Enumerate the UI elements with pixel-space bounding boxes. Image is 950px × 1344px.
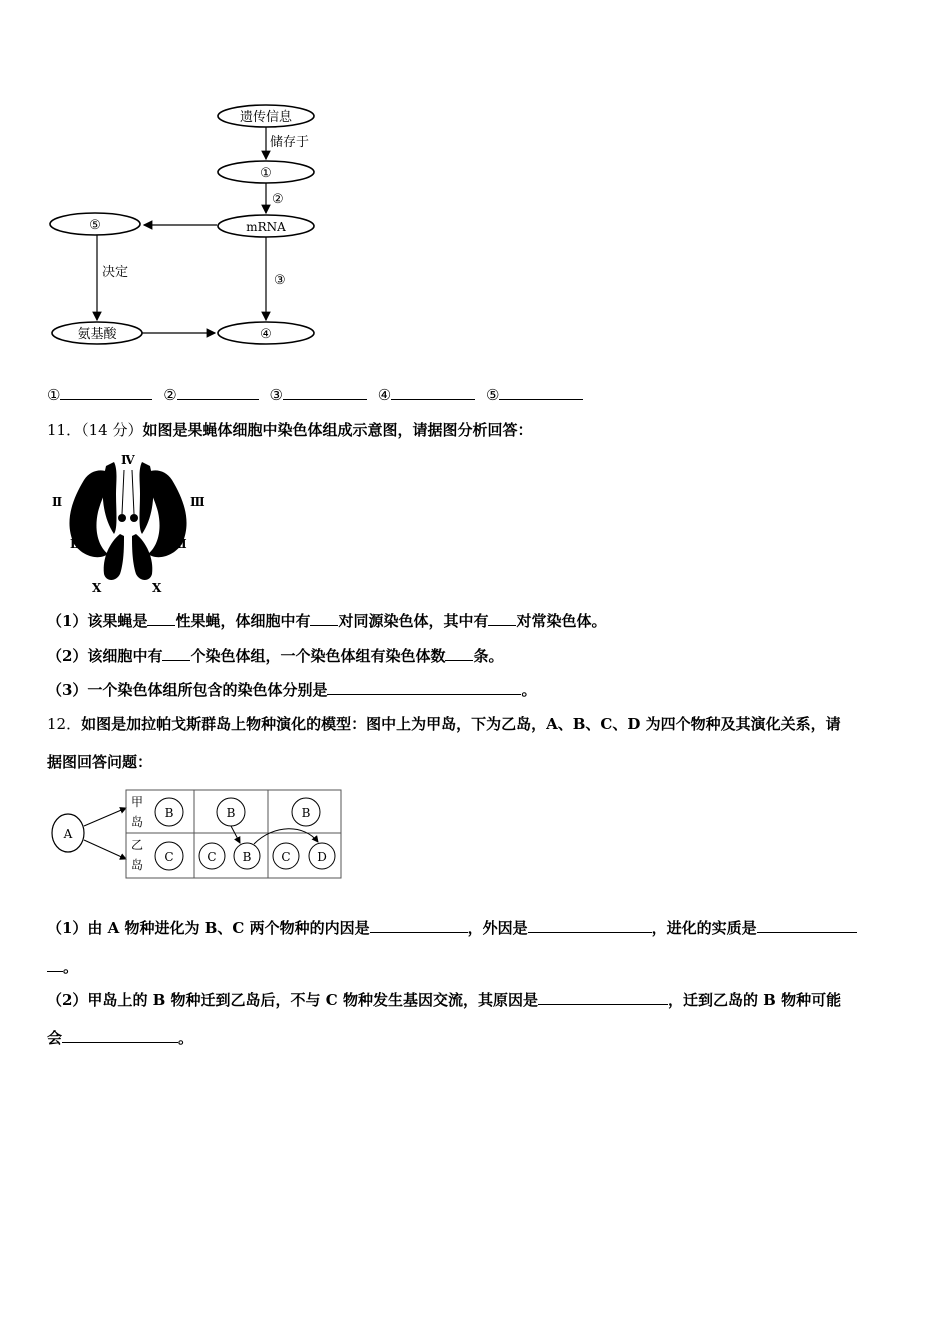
species-a bbox=[52, 814, 84, 852]
q11-score: （14 分） bbox=[81, 421, 143, 439]
q11-sub3-blank-1[interactable] bbox=[327, 680, 521, 695]
q12-stem-text-1: 如图是加拉帕戈斯群岛上物种演化的模型：图中上为甲岛，下为乙岛，A、B、C、D 为四个物种及其演化关系，请 bbox=[81, 715, 841, 733]
chromosome-ii-left-inner bbox=[103, 462, 117, 534]
q12-sub2-text-1: （2）甲岛上的 B 物种迁到乙岛后，不与 C 物种发生基因交流，其原因是 bbox=[47, 991, 538, 1009]
bottom-cell-1-species: C bbox=[164, 850, 174, 864]
label-iii-bottom: Ⅲ bbox=[172, 537, 187, 551]
q11-sub3-text-2: 。 bbox=[521, 681, 537, 699]
q12-sub2 bbox=[47, 990, 841, 1010]
answer-label-2: ② bbox=[163, 386, 177, 404]
edge-decide-label: 决定 bbox=[102, 265, 129, 280]
migration-arrow-b bbox=[231, 826, 240, 843]
node-mrna bbox=[218, 215, 314, 237]
node-genetic-info-label: 遗传信息 bbox=[239, 110, 293, 125]
fruit-fly-chromosome-figure bbox=[44, 450, 214, 598]
node-genetic-info bbox=[218, 105, 314, 127]
galapagos-evolution-figure bbox=[44, 786, 348, 886]
q12-sub2-text-4: 。 bbox=[178, 1029, 194, 1047]
q11-sub1-blank-1[interactable] bbox=[147, 611, 175, 626]
q12-sub1-text-3: ，进化的实质是 bbox=[651, 919, 757, 937]
q12-sub2-blank-1[interactable] bbox=[538, 990, 668, 1005]
q11-number: 11． bbox=[47, 421, 82, 439]
label-x-left: X bbox=[92, 581, 102, 595]
q11-sub2 bbox=[47, 646, 503, 666]
edge-2-label: ② bbox=[272, 192, 284, 207]
island-yi-char-2: 岛 bbox=[131, 858, 144, 872]
q12-sub1-blank-2[interactable] bbox=[528, 918, 652, 933]
answer-blank-2[interactable] bbox=[177, 385, 259, 400]
q11-sub2-blank-2[interactable] bbox=[445, 646, 473, 661]
q11-sub2-text-1: （2）该细胞中有 bbox=[47, 647, 163, 665]
species-a-label: A bbox=[63, 827, 73, 841]
node-1-label: ① bbox=[260, 166, 272, 181]
q11-sub3-text-1: （3）一个染色体组所包含的染色体分别是 bbox=[47, 681, 328, 699]
answer-label-5: ⑤ bbox=[485, 386, 500, 404]
q12-sub2-text-3: 会 bbox=[47, 1029, 63, 1047]
q11-sub2-text-2: 个染色体组，一个染色体组有染色体数 bbox=[190, 647, 446, 665]
q12-sub2-text-2: ，迁到乙岛的 B 物种可能 bbox=[667, 991, 842, 1009]
edge-stored-in-label: 储存于 bbox=[270, 135, 310, 150]
island-jia-char-1: 甲 bbox=[131, 795, 144, 809]
label-iii-top: Ⅲ bbox=[190, 495, 205, 509]
answer-label-4: ④ bbox=[377, 386, 392, 404]
node-mrna-label: mRNA bbox=[246, 220, 286, 234]
node-1 bbox=[218, 161, 314, 183]
q12-sub1-text-1: （1）由 A 物种进化为 B、C 两个物种的内因是 bbox=[47, 919, 370, 937]
q12-stem-line2 bbox=[47, 752, 152, 772]
answer-label-1: ① bbox=[47, 386, 61, 404]
q12-number: 12． bbox=[47, 715, 82, 733]
q12-sub2-blank-2[interactable] bbox=[62, 1028, 178, 1043]
q11-sub1-blank-2[interactable] bbox=[310, 611, 338, 626]
node-amino-acid-label: 氨基酸 bbox=[77, 327, 117, 342]
q11-sub1-text-3: 对同源染色体，其中有 bbox=[338, 612, 489, 630]
q11-sub1 bbox=[47, 611, 607, 631]
q11-stem bbox=[47, 420, 532, 440]
q11-sub3 bbox=[47, 680, 536, 700]
migration-arrow-d bbox=[254, 829, 318, 844]
gene-expression-flow-diagram bbox=[44, 96, 334, 356]
bottom-cell-3-species-a: C bbox=[281, 850, 291, 864]
node-4-label: ④ bbox=[260, 327, 272, 342]
bottom-cell-2-species-a: C bbox=[207, 850, 217, 864]
node-4 bbox=[218, 322, 314, 344]
q11-sub1-blank-3[interactable] bbox=[488, 611, 516, 626]
q12-sub1-cont bbox=[47, 957, 78, 977]
q12-sub1-text-4: 。 bbox=[63, 958, 79, 976]
bottom-cell-3-species-b: D bbox=[317, 850, 327, 864]
node-5 bbox=[50, 213, 140, 235]
top-cell-1-species: B bbox=[164, 806, 174, 820]
q12-sub1-blank-3[interactable] bbox=[757, 918, 857, 933]
label-x-right: X bbox=[152, 581, 162, 595]
answer-blank-3[interactable] bbox=[283, 385, 367, 400]
q11-sub1-text-2: 性果蝇，体细胞中有 bbox=[175, 612, 311, 630]
q12-sub1 bbox=[47, 918, 857, 938]
answer-blank-1[interactable] bbox=[60, 385, 152, 400]
q12-sub1-blank-3-cont[interactable] bbox=[47, 957, 63, 972]
answer-label-3: ③ bbox=[269, 386, 283, 404]
label-iv: Ⅳ bbox=[121, 453, 135, 467]
label-ii-bottom: Ⅱ bbox=[70, 537, 81, 551]
answer-blank-4[interactable] bbox=[391, 385, 475, 400]
node-5-label: ⑤ bbox=[89, 218, 101, 233]
q11-sub1-text-1: （1）该果蝇是 bbox=[47, 612, 148, 630]
island-jia-char-2: 岛 bbox=[131, 815, 144, 829]
q12-stem-line1 bbox=[47, 714, 841, 734]
q11-sub1-text-4: 对常染色体。 bbox=[516, 612, 607, 630]
chromosome-iv-left bbox=[118, 514, 126, 522]
q11-stem-text: 如图是果蝇体细胞中染色体组成示意图，请据图分析回答： bbox=[142, 421, 533, 439]
chromosome-iv-right bbox=[130, 514, 138, 522]
chromosome-x-right bbox=[132, 534, 152, 580]
node-amino-acid bbox=[52, 322, 142, 344]
q11-sub2-text-3: 条。 bbox=[473, 647, 504, 665]
island-yi-char-1: 乙 bbox=[131, 838, 144, 852]
q12-sub2-cont bbox=[47, 1028, 193, 1048]
q12-stem-text-2: 据图回答问题： bbox=[47, 753, 153, 771]
top-cell-2-species: B bbox=[226, 806, 236, 820]
chromosome-x-left bbox=[104, 534, 124, 580]
label-ii-top: Ⅱ bbox=[52, 495, 63, 509]
edge-3-label: ③ bbox=[274, 273, 286, 288]
q10-answer-line bbox=[47, 385, 583, 405]
top-cell-3-species: B bbox=[301, 806, 311, 820]
q12-sub1-text-2: ，外因是 bbox=[467, 919, 528, 937]
answer-blank-5[interactable] bbox=[499, 385, 583, 400]
q11-sub2-blank-1[interactable] bbox=[162, 646, 190, 661]
q12-sub1-blank-1[interactable] bbox=[370, 918, 468, 933]
bottom-cell-2-species-b: B bbox=[242, 850, 252, 864]
